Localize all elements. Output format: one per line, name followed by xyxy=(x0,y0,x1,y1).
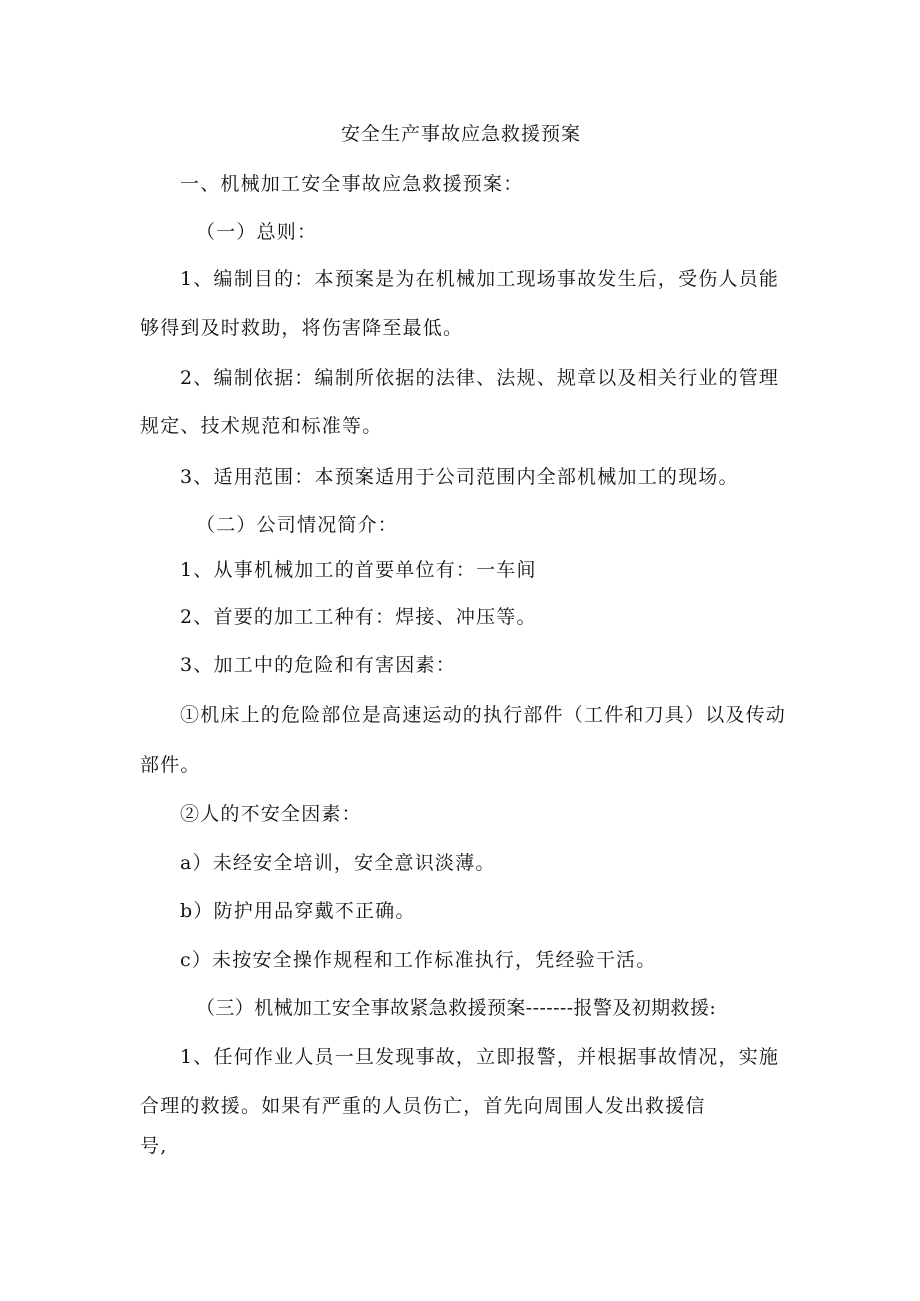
section-2-item-2: 2、首要的加工工种有：焊接、冲压等。 xyxy=(180,606,537,628)
sub-item-a: a）未经安全培训，安全意识淡薄。 xyxy=(180,852,496,874)
section-3-item-1-line-1: 1、任何作业人员一旦发现事故，立即报警，并根据事故情况，实施 xyxy=(180,1046,780,1068)
section-3-heading: （三）机械加工安全事故紧急救援预案-------报警及初期救援: xyxy=(196,997,717,1019)
hazard-2: ②人的不安全因素： xyxy=(180,803,362,825)
section-1-heading: （一）总则： xyxy=(196,221,318,243)
section-2-item-1: 1、从事机械加工的首要单位有：一车间 xyxy=(180,559,537,581)
document-title: 安全生产事故应急救援预案 xyxy=(341,123,582,145)
section-1-item-2-line-2: 规定、技术规范和标准等。 xyxy=(140,415,383,437)
section-2-item-3: 3、加工中的危险和有害因素： xyxy=(180,654,456,676)
section-1-item-2-line-1: 2、编制依据：编制所依据的法律、法规、规章以及相关行业的管理 xyxy=(180,367,780,389)
section-3-item-1-line-3: 号, xyxy=(140,1135,168,1157)
section-2-heading: （二）公司情况简介： xyxy=(196,514,399,536)
sub-item-b: b）防护用品穿戴不正确。 xyxy=(180,900,416,922)
section-1-item-1-line-1: 1、编制目的：本预案是为在机械加工现场事故发生后，受伤人员能 xyxy=(180,268,780,290)
section-1-item-3: 3、适用范围：本预案适用于公司范围内全部机械加工的现场。 xyxy=(180,466,739,488)
heading-1: 一、机械加工安全事故应急救援预案： xyxy=(180,173,524,195)
section-1-item-1-line-2: 够得到及时救助，将伤害降至最低。 xyxy=(140,317,464,339)
hazard-1-line-2: 部件。 xyxy=(140,754,201,776)
sub-item-c: c）未按安全操作规程和工作标准执行，凭经验干活。 xyxy=(180,949,657,971)
hazard-1-line-1: ①机床上的危险部位是高速运动的执行部件（工件和刀具）以及传动 xyxy=(180,704,787,726)
section-3-item-1-line-2: 合理的救援。如果有严重的人员伤亡，首先向周围人发出救援信 xyxy=(140,1095,706,1117)
